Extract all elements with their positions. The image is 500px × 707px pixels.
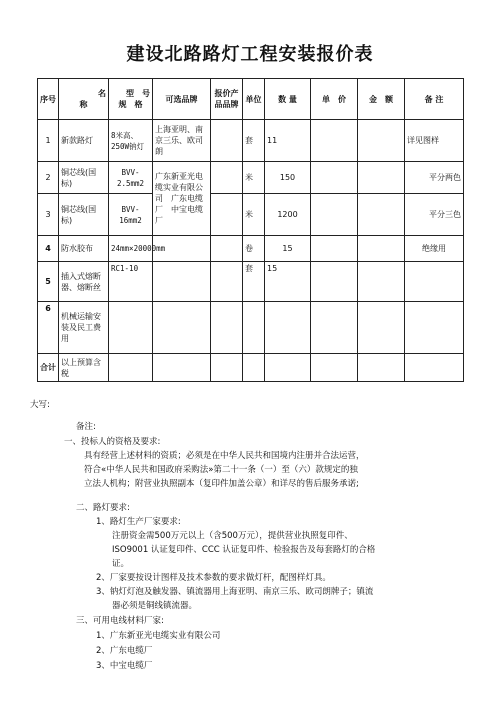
cell-amount [358, 162, 405, 194]
cell-remark: 平分两色 [405, 162, 464, 194]
cell-brand-quote [211, 120, 243, 162]
header-brand-quote: 报价产品品牌 [211, 79, 243, 120]
table-header-row [38, 79, 464, 120]
section-1-line: 立法人机构；附营业执照副本（复印件加盖公章）和详尽的售后服务承诺; [84, 479, 359, 489]
cell-qty: 1200 [265, 194, 311, 236]
cell-remark [405, 302, 464, 354]
cell-brand-quote [211, 354, 243, 382]
cell-seq: 4 [38, 236, 59, 262]
table-row [38, 162, 464, 194]
cell-unit: 米 [243, 194, 265, 236]
cell-remark: 绝缘用 [405, 236, 464, 262]
cell-seq: 3 [38, 194, 59, 236]
daxie-label: 大写: [30, 400, 50, 410]
cell-qty: 150 [265, 162, 311, 194]
cell-unit [243, 354, 265, 382]
header-spec: 型 号 规 格 [109, 79, 153, 120]
cell-amount [358, 262, 405, 302]
cell-brand [153, 262, 211, 302]
cell-price [311, 162, 358, 194]
cell-seq: 2 [38, 162, 59, 194]
cell-spec [109, 302, 153, 354]
cell-amount [358, 302, 405, 354]
section-2-title: 二、路灯要求: [76, 503, 130, 513]
section-2-item: 3、钠灯灯泡及触发器、镇流器用上海亚明、南京三乐、欧司朗牌子；镇流 [96, 587, 374, 597]
cell-qty: 15 [265, 262, 311, 302]
cell-name: 铜芯线(国标) [59, 162, 109, 194]
cell-amount [358, 194, 405, 236]
cell-brand-quote [211, 162, 243, 194]
cell-amount [358, 236, 405, 262]
cell-remark: 平分三色 [405, 194, 464, 236]
section-1-title: 一、投标人的资格及要求: [64, 437, 161, 447]
cell-spec: 24mm×20000mm [109, 236, 153, 262]
cell-price [311, 194, 358, 236]
section-2-item: 1、路灯生产厂家要求: [96, 517, 181, 527]
cell-qty: 15 [265, 236, 311, 262]
header-unit: 单位 [243, 79, 265, 120]
table-row [38, 262, 464, 302]
table-total-row [38, 354, 464, 382]
cell-brand-merged: 广东新亚光电缆实业有限公司 广东电缆厂 中宝电缆厂 [153, 162, 211, 236]
header-seq: 序号 [38, 79, 59, 120]
total-desc: 以上预算含税 [59, 354, 109, 382]
table-row [38, 236, 464, 262]
cell-unit: 卷 [243, 236, 265, 262]
header-qty: 数 量 [265, 79, 311, 120]
cell-spec: BVV-16mm2 [109, 194, 153, 236]
cell-qty: 11 [265, 120, 311, 162]
section-3-title: 三、可用电线材料厂家: [76, 616, 164, 626]
total-label: 合计 [38, 354, 59, 382]
cell-amount [358, 354, 405, 382]
header-price: 单 价 [311, 79, 358, 120]
header-remark: 备 注 [405, 79, 464, 120]
cell-unit: 套 [243, 262, 265, 302]
section-2-line: 器必须是铜线镇流器。 [112, 601, 198, 611]
cell-qty [265, 302, 311, 354]
section-1-line: 具有经营上述材料的资质；必须是在中华人民共和国境内注册并合法运营， [84, 451, 365, 461]
cell-name: 机械运输安装及民工费用 [59, 302, 109, 354]
cell-price [311, 262, 358, 302]
header-name: 名 称 [59, 79, 109, 120]
quote-table [37, 78, 464, 382]
cell-brand-quote [211, 194, 243, 236]
cell-unit: 套 [243, 120, 265, 162]
table-row [38, 120, 464, 162]
section-3-item: 3、中宝电缆厂 [96, 661, 153, 671]
cell-spec: RC1-10 [109, 262, 153, 302]
cell-spec: BVV-2.5mm2 [109, 162, 153, 194]
cell-seq: 6 [38, 302, 59, 354]
cell-qty [265, 354, 311, 382]
cell-brand-quote [211, 262, 243, 302]
cell-name: 新款路灯 [59, 120, 109, 162]
cell-name: 插入式熔断器、熔断丝 [59, 262, 109, 302]
table-row [38, 194, 464, 236]
section-2-item: 2、厂家要按设计图样及技术参数的要求做灯杆，配图样灯具。 [96, 573, 331, 583]
cell-price [311, 354, 358, 382]
table-row [38, 302, 464, 354]
section-1-line: 符合«中华人民共和国政府采购法»第二十一条（一）至（六）款规定的独 [84, 465, 358, 475]
cell-spec: 8米高、250W钠灯 [109, 120, 153, 162]
section-2-line: 注册资金需500万元以上（含500万元），提供营业执照复印件、 [112, 531, 353, 541]
cell-remark: 详见图样 [405, 120, 464, 162]
cell-name: 防水胶布 [59, 236, 109, 262]
section-3-item: 1、广东新亚光电缆实业有限公司 [96, 631, 221, 641]
cell-brand-quote [211, 236, 243, 262]
cell-brand [153, 354, 211, 382]
cell-spec [109, 354, 153, 382]
notes-heading: 备注: [76, 422, 96, 432]
cell-amount [358, 120, 405, 162]
cell-remark [405, 354, 464, 382]
cell-unit: 米 [243, 162, 265, 194]
cell-unit [243, 302, 265, 354]
cell-name: 铜芯线(国标) [59, 194, 109, 236]
cell-brand: 上海亚明、南京三乐、欧司朗 [153, 120, 211, 162]
cell-price [311, 120, 358, 162]
cell-seq: 5 [38, 262, 59, 302]
header-amount: 金 额 [358, 79, 405, 120]
cell-price [311, 302, 358, 354]
cell-brand [153, 302, 211, 354]
section-3-item: 2、广东电缆厂 [96, 646, 153, 656]
section-2-line: ISO9001 认证复印件、CCC 认证复印件、检验报告及每套路灯的合格 [112, 545, 376, 555]
cell-brand-quote [211, 302, 243, 354]
page-title: 建设北路路灯工程安装报价表 [126, 44, 374, 65]
cell-remark [405, 262, 464, 302]
header-brand-options: 可选品牌 [153, 79, 211, 120]
section-2-line: 证。 [112, 559, 130, 569]
cell-price [311, 236, 358, 262]
cell-seq: 1 [38, 120, 59, 162]
